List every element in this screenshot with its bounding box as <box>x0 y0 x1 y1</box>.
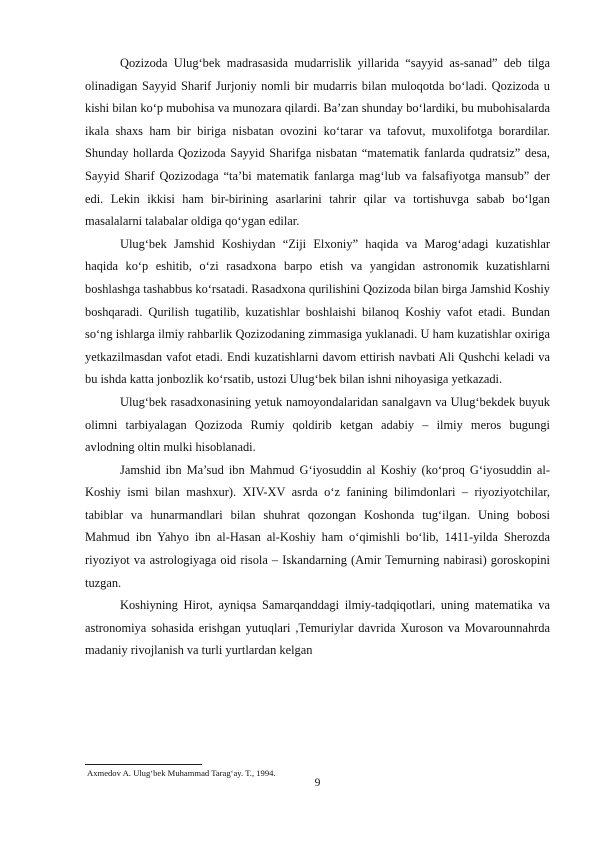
page-number: 9 <box>314 777 321 789</box>
footnote-divider <box>85 764 202 765</box>
document-body <box>85 52 550 662</box>
footnote: Axmedov A. Ulug‘bek Muhammad Tarag‘ay. T., 1994. <box>87 768 276 778</box>
paragraph: Ulug‘bek rasadxonasining yetuk namoyondalaridan sanalgavn va Ulug‘bekdek buyuk olimni tarbiyalagan Qozizoda Rumiy qoldirib ketgan adabiy – ilmiy meros bugungi avlodning oltin mulki hisoblanadi. <box>85 394 550 455</box>
paragraph: Jamshid ibn Ma’sud ibn Mahmud G‘iyosuddin al Koshiy (ko‘proq G‘iyosuddin al-Koshiy ismi bilan mashxur). XIV-XV asrda o‘z fanining bilimdonlari – riyoziyotchilar, tabiblar va hunarmandlari bilan shuhrat qozongan Koshonda tug‘ilgan. Uning bobosi Mahmud ibn Yahyo ibn al-Hasan al-Koshiy ham o‘qimishli bo‘lib, 1411-yilda Sherozda riyoziyot va astrologiyaga oid risola – Iskandarning (Amir Temurning nabirasi) goroskopini tuzgan. <box>85 462 550 590</box>
paragraph: Qozizoda Ulug‘bek madrasasida mudarrislik yillarida “sayyid as-sanad” deb tilga olinadigan Sayyid Sharif Jurjoniy nomli bir mudarris bilan muloqotda bo‘ladi. Qozizoda u kishi bilan ko‘p mubohisa va munozara qilardi. Ba’zan shunday bo‘lardiki, bu mubohisalarda ikala shaxs ham bir biriga nisbatan ovozini ko‘tarar va tafovut, muxolifotga borardilar. Shunday hollarda Qozizoda Sayyid Sharifga nisbatan “matematik fanlarda qudratsiz” desa, Sayyid Sharif Qozizodaga “ta’bi matematik fanlarga mag‘lub va falsafiyotga mansub” der edi. Lekin ikkisi ham bir-birining asarlarini tahrir qilar va tortishuvga sabab bo‘lgan masalalarni talabalar oldiga qo‘ygan edilar. <box>85 56 550 229</box>
paragraph: Ulug‘bek Jamshid Koshiydan “Ziji Elxoniy” haqida va Marog‘adagi kuzatishlar haqida ko‘p eshitib, o‘zi rasadxona barpo etish va yangidan astronomik kuzatishlarni boshlashga tashabbus ko‘rsatadi. Rasadxona qurilishini Qozizoda bilan birga Jamshid Koshiy boshqaradi. Qurilish tugatilib, kuzatishlar boshlaishi bilanoq Koshiy vafot etadi. Bundan so‘ng ishlarga ilmiy rahbarlik Qozizodaning zimmasiga yuklanadi. U ham kuzatishlar oxiriga yetkazilmasdan vafot etadi. Endi kuzatishlarni davom ettirish navbati Ali Qushchi keladi va bu ishda katta jonbozlik ko‘rsatib, ustozi Ulug‘bek bilan ishni nihoyasiga yetkazadi. <box>85 236 550 387</box>
paragraph: Koshiyning Hirot, ayniqsa Samarqanddagi ilmiy-tadqiqotlari, uning matematika va astronomiya sohasida erishgan yutuqlari ,Temuriylar davrida Xuroson va Movarounnahrda madaniy rivojlanish va turli yurtlardan kelgan <box>85 598 550 658</box>
